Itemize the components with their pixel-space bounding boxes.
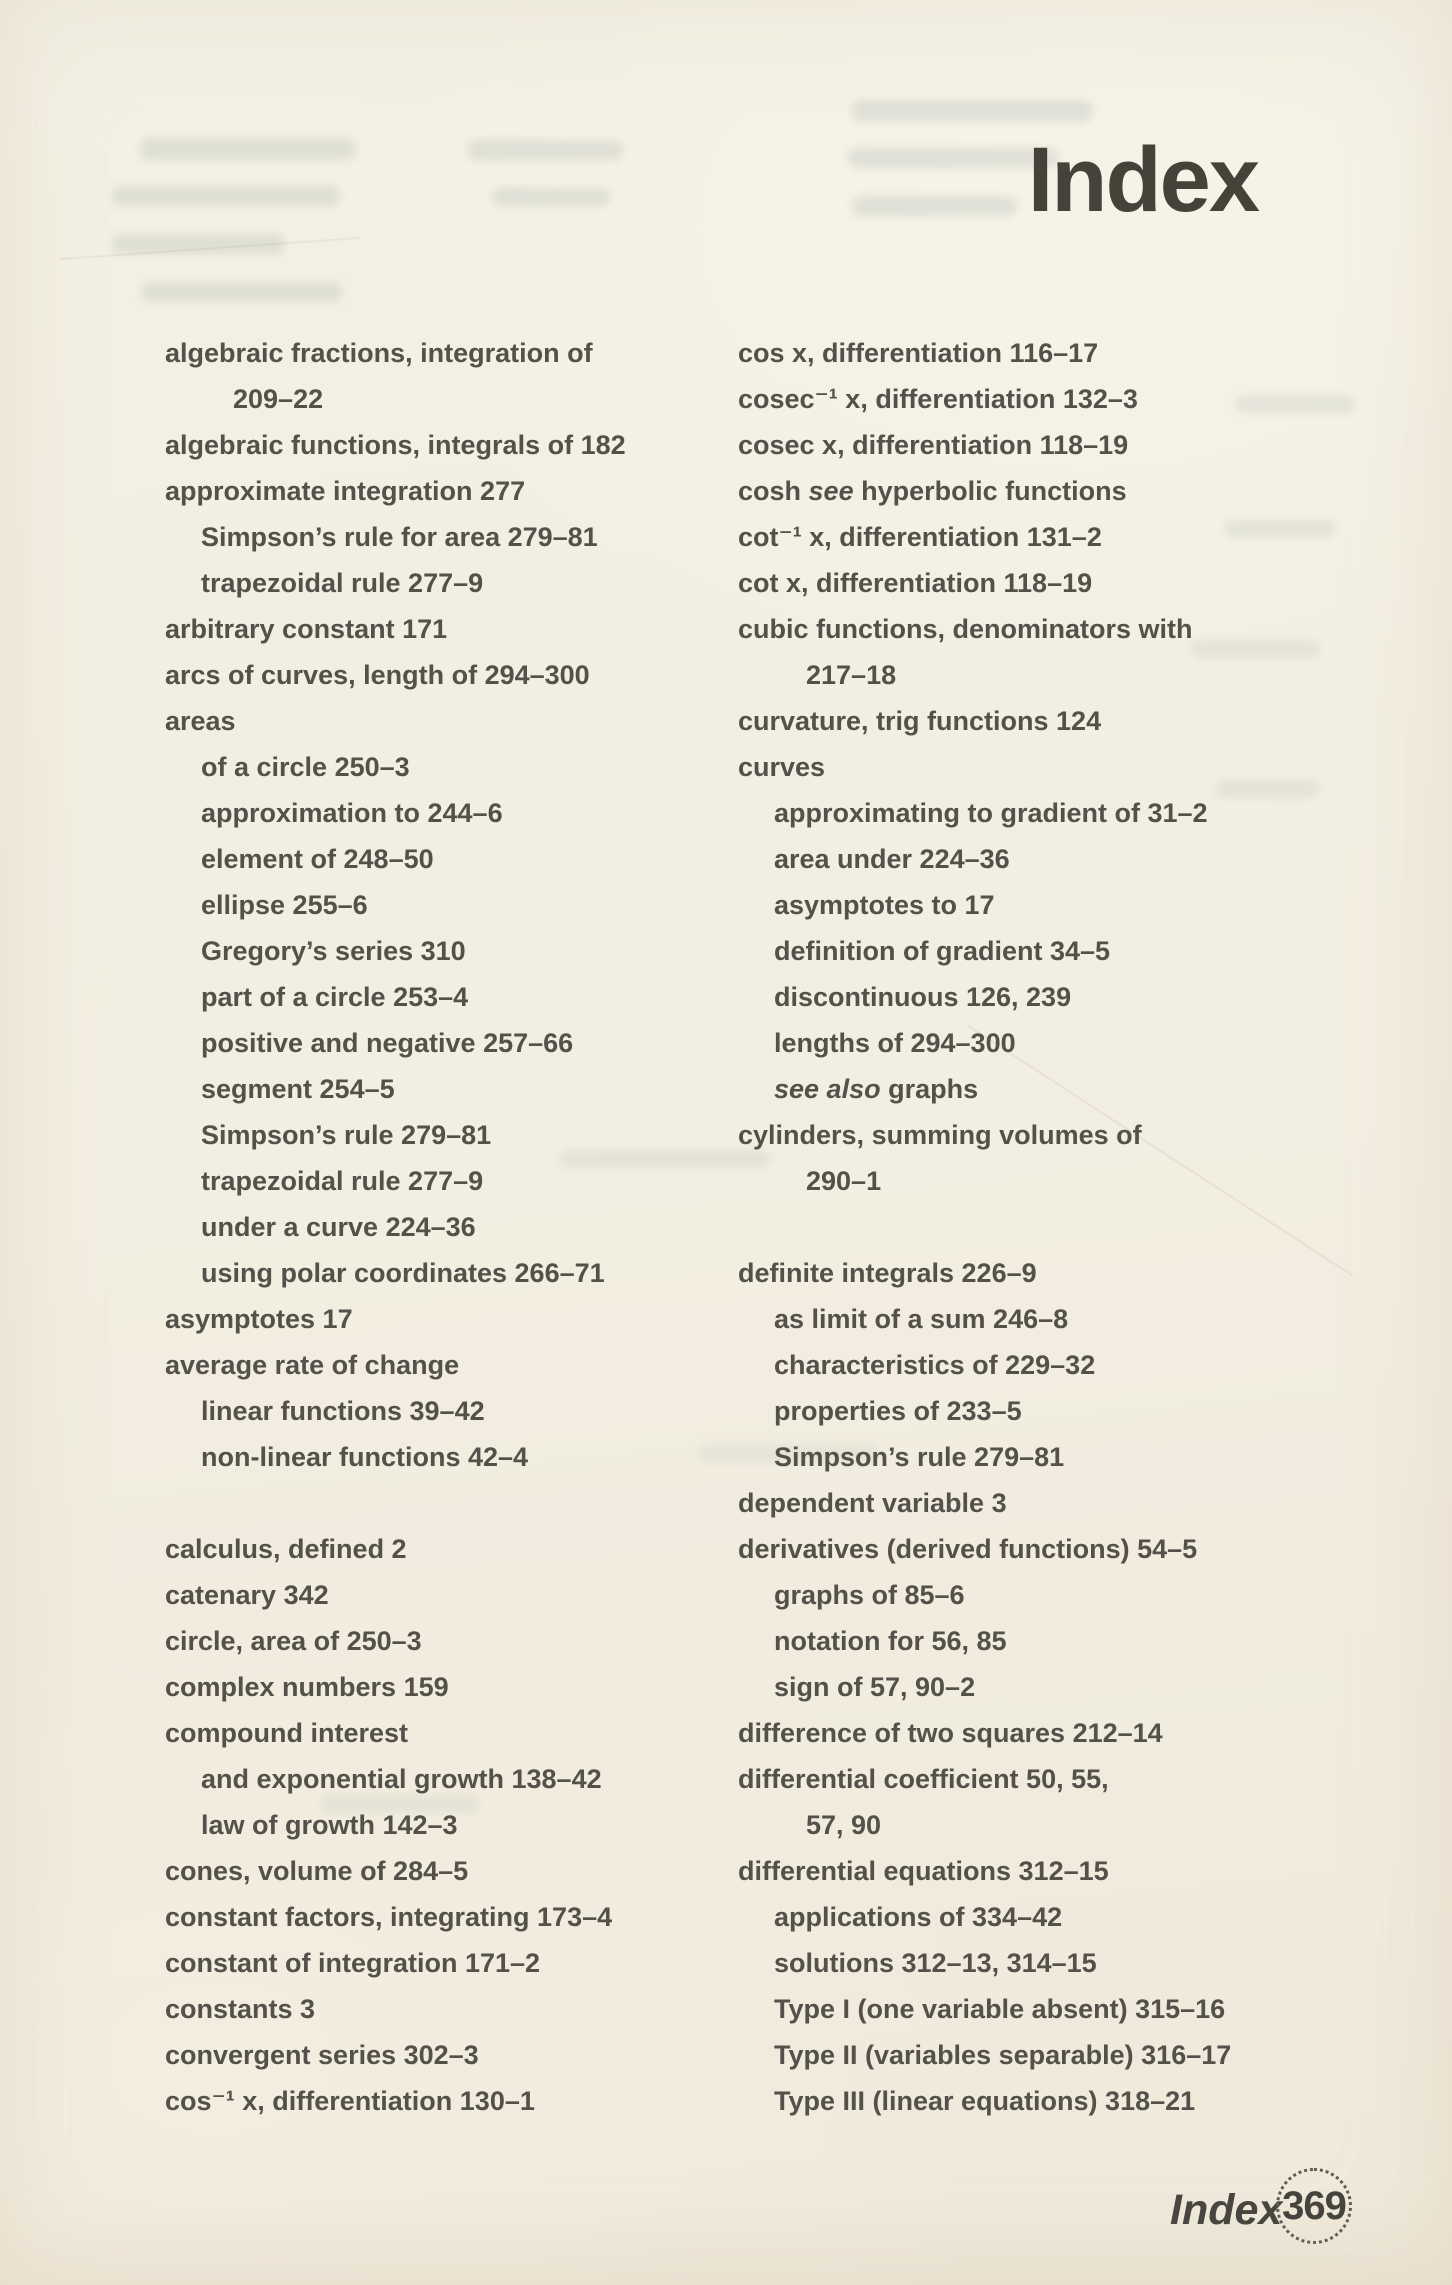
index-entry: approximating to gradient of 31–2 <box>774 798 1208 828</box>
index-entry: asymptotes to 17 <box>774 890 995 920</box>
index-entry: cos⁻¹ x, differentiation 130–1 <box>165 2086 535 2116</box>
index-entry: positive and negative 257–66 <box>201 1028 574 1058</box>
index-entry: applications of 334–42 <box>774 1902 1063 1932</box>
index-entry: as limit of a sum 246–8 <box>774 1304 1069 1334</box>
index-entry: non-linear functions 42–4 <box>201 1442 529 1472</box>
index-entry: Simpson’s rule for area 279–81 <box>201 522 598 552</box>
index-entry: ellipse 255–6 <box>201 890 368 920</box>
index-entry: constant factors, integrating 173–4 <box>165 1902 613 1932</box>
index-entry: cylinders, summing volumes of <box>738 1120 1142 1150</box>
index-entry: approximation to 244–6 <box>201 798 503 828</box>
index-entry: convergent series 302–3 <box>165 2040 479 2070</box>
index-entry: linear functions 39–42 <box>201 1396 485 1426</box>
index-entry: part of a circle 253–4 <box>201 982 469 1012</box>
show-through-artifact <box>140 138 355 160</box>
index-entry: algebraic fractions, integration of <box>165 338 593 368</box>
index-entry: trapezoidal rule 277–9 <box>201 1166 484 1196</box>
index-entry: solutions 312–13, 314–15 <box>774 1948 1097 1978</box>
index-entry: and exponential growth 138–42 <box>201 1764 602 1794</box>
index-entry: Gregory’s series 310 <box>201 936 466 966</box>
index-entry: calculus, defined 2 <box>165 1534 407 1564</box>
index-entry: cot x, differentiation 118–19 <box>738 568 1093 598</box>
index-entry: cot⁻¹ x, differentiation 131–2 <box>738 522 1102 552</box>
index-entry: cubic functions, denominators with <box>738 614 1193 644</box>
index-entry: lengths of 294–300 <box>774 1028 1016 1058</box>
index-entry: Type I (one variable absent) 315–16 <box>774 1994 1226 2024</box>
index-entry: under a curve 224–36 <box>201 1212 476 1242</box>
index-entry: compound interest <box>165 1718 409 1748</box>
index-entry: constant of integration 171–2 <box>165 1948 541 1978</box>
index-entry: element of 248–50 <box>201 844 434 874</box>
index-entry: discontinuous 126, 239 <box>774 982 1072 1012</box>
index-entry: 57, 90 <box>806 1810 882 1840</box>
index-entry: cosh see hyperbolic functions <box>738 476 1127 506</box>
page-title: Index <box>1027 129 1258 231</box>
index-entry: properties of 233–5 <box>774 1396 1022 1426</box>
index-entry: complex numbers 159 <box>165 1672 449 1702</box>
show-through-artifact <box>142 282 342 302</box>
index-entry: arcs of curves, length of 294–300 <box>165 660 590 690</box>
index-entry: cos x, differentiation 116–17 <box>738 338 1099 368</box>
index-entry: cones, volume of 284–5 <box>165 1856 469 1886</box>
show-through-artifact <box>112 186 340 206</box>
index-column-right <box>738 330 1231 2124</box>
index-entry: 217–18 <box>806 660 897 690</box>
line-spacer <box>165 1480 626 1526</box>
page-number-badge <box>1276 2168 1352 2244</box>
index-entry: see also graphs <box>774 1074 979 1104</box>
show-through-artifact <box>112 234 284 254</box>
index-entry: definition of gradient 34–5 <box>774 936 1111 966</box>
index-entry: sign of 57, 90–2 <box>774 1672 976 1702</box>
index-entry: cosec⁻¹ x, differentiation 132–3 <box>738 384 1138 414</box>
index-entry: constants 3 <box>165 1994 316 2024</box>
index-entry: circle, area of 250–3 <box>165 1626 422 1656</box>
index-entry: definite integrals 226–9 <box>738 1258 1037 1288</box>
show-through-artifact <box>1235 395 1355 413</box>
index-entry: curvature, trig functions 124 <box>738 706 1102 736</box>
index-entry: derivatives (derived functions) 54–5 <box>738 1534 1198 1564</box>
index-entry: dependent variable 3 <box>738 1488 1007 1518</box>
index-entry: Type II (variables separable) 316–17 <box>774 2040 1232 2070</box>
index-column-left <box>165 330 626 2124</box>
index-entry: Simpson’s rule 279–81 <box>774 1442 1065 1472</box>
show-through-artifact <box>1225 520 1335 538</box>
index-entry: average rate of change <box>165 1350 460 1380</box>
show-through-artifact <box>848 148 1058 168</box>
index-entry: 290–1 <box>806 1166 882 1196</box>
index-entry: areas <box>165 706 236 736</box>
index-entry: 209–22 <box>233 384 324 414</box>
index-entry: of a circle 250–3 <box>201 752 410 782</box>
index-entry: characteristics of 229–32 <box>774 1350 1096 1380</box>
show-through-artifact <box>492 188 610 206</box>
index-entry: segment 254–5 <box>201 1074 395 1104</box>
line-spacer <box>738 1204 1231 1250</box>
index-entry: differential equations 312–15 <box>738 1856 1109 1886</box>
show-through-artifact <box>852 100 1092 122</box>
footer-section-label: Index <box>1170 2186 1283 2234</box>
index-entry: area under 224–36 <box>774 844 1010 874</box>
index-entry: using polar coordinates 266–71 <box>201 1258 605 1288</box>
index-entry: law of growth 142–3 <box>201 1810 458 1840</box>
show-through-artifact <box>852 196 1017 216</box>
index-entry: graphs of 85–6 <box>774 1580 965 1610</box>
paper-crease <box>60 238 359 260</box>
index-entry: catenary 342 <box>165 1580 329 1610</box>
index-entry: algebraic functions, integrals of 182 <box>165 430 626 460</box>
index-entry: Simpson’s rule 279–81 <box>201 1120 492 1150</box>
index-entry: Type III (linear equations) 318–21 <box>774 2086 1196 2116</box>
index-entry: trapezoidal rule 277–9 <box>201 568 484 598</box>
show-through-artifact <box>468 140 623 160</box>
index-entry: approximate integration 277 <box>165 476 526 506</box>
index-entry: curves <box>738 752 826 782</box>
index-entry: differential coefficient 50, 55, <box>738 1764 1109 1794</box>
index-entry: arbitrary constant 171 <box>165 614 448 644</box>
index-entry: asymptotes 17 <box>165 1304 353 1334</box>
index-entry: notation for 56, 85 <box>774 1626 1007 1656</box>
index-entry: difference of two squares 212–14 <box>738 1718 1163 1748</box>
page-number: 369 <box>1282 2183 1346 2228</box>
index-entry: cosec x, differentiation 118–19 <box>738 430 1129 460</box>
